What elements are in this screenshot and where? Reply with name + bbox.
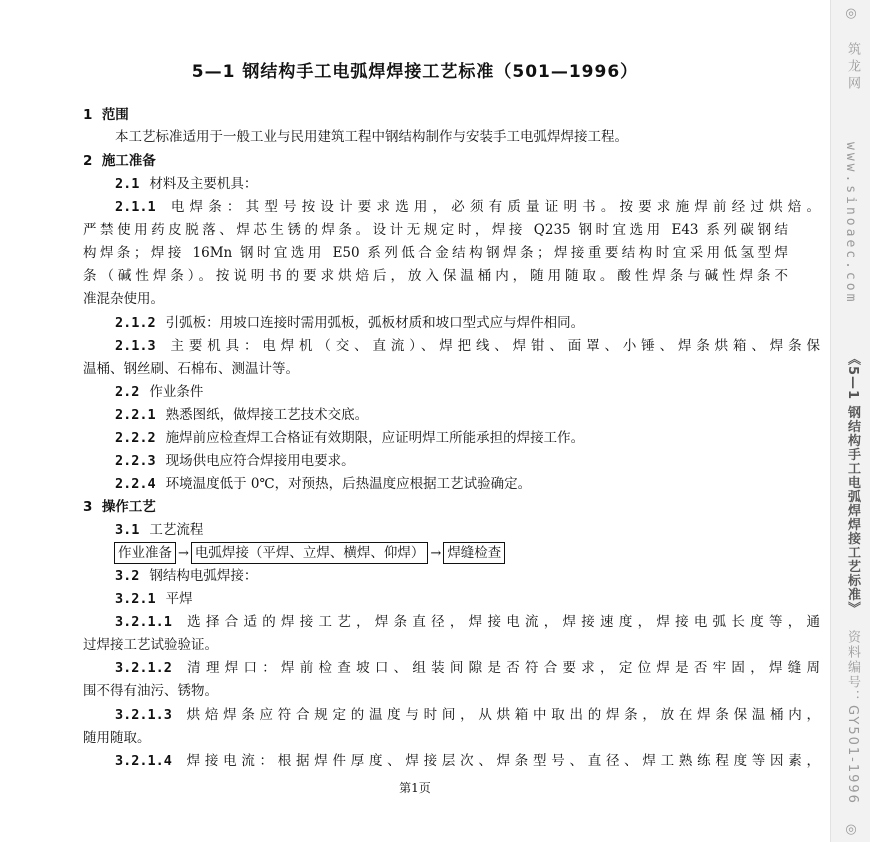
clause-text: 焊接电流：根据焊件厚度、焊接层次、焊条型号、直径、焊工熟练程度等因素， [181,753,820,769]
subsection-2-1 [115,175,820,193]
site-url: www.sinoaec.com [843,142,858,305]
subsection-2-2 [115,383,820,401]
section-title: 施工准备 [101,153,156,169]
clause-number: 2.1.2 [115,315,156,331]
clause-2-1-2 [115,314,820,332]
subsection-text: 工艺流程 [149,522,204,538]
section-title: 操作工艺 [101,499,156,515]
document-title-vertical: 《5—1 钢结构手工电弧焊焊接工艺标准》 [845,352,860,616]
clause-text: 选择合适的焊接工艺，焊条直径，焊接电流，焊接速度，焊接电弧长度等，通 [181,614,820,630]
section-3-heading [83,498,788,516]
clause-number: 2.2.3 [115,453,156,469]
clause-text: 施焊前应检查焊工合格证有效期限，应证明焊工所能承担的焊接工作。 [165,430,585,446]
watermark-sidebar [830,0,870,842]
clause-text: 环境温度低于 0℃，对预热，后热温度应根据工艺试验确定。 [165,476,532,492]
paragraph-line: 条（碱性焊条）。按说明书的要求烘焙后，放入保温桶内，随用随取。酸性焊条与碱性焊条不 [83,268,788,284]
clause-3-2-1-4-line [115,752,820,770]
page-title: 5—1 钢结构手工电弧焊焊接工艺标准（501—1996） [191,62,639,82]
flow-step-welding: 电弧焊接（平焊、立焊、横焊、仰焊） [191,542,429,564]
arrow-right-icon: → [430,545,442,561]
section-number: 1 [83,107,93,123]
section-2-heading [83,152,788,170]
clause-3-2-1-2-line [115,659,820,677]
clause-2-2-2 [115,429,820,447]
clause-number: 2.2.1 [115,407,156,423]
subsection-3-2 [115,567,820,585]
flow-step-inspection: 焊缝检查 [443,542,505,564]
clause-number: 3.2.1.2 [115,660,172,676]
clause-number: 3.2.1.1 [115,614,172,630]
clause-2-2-3 [115,452,820,470]
subsection-number: 2.2 [115,384,140,400]
arrow-right-icon: → [178,545,189,561]
clause-2-1-1-line [115,198,820,216]
paragraph-line: 随用随取。 [83,730,151,746]
page-number: 第1页 [399,781,431,795]
subsection-text: 作业条件 [149,384,204,400]
subsection-number: 2.1 [115,176,140,192]
clause-text: 电焊条：其型号按设计要求选用，必须有质量证明书。按要求施焊前经过烘焙。 [165,199,820,215]
clause-text: 清理焊口：焊前检查坡口、组装间隙是否符合要求，定位焊是否牢固，焊缝周 [181,660,820,676]
document-number: 资料编号：GY501-1996 [845,630,860,805]
clause-2-2-4 [115,475,820,493]
clause-number: 2.1.3 [115,338,156,354]
clause-number: 2.1.1 [115,199,156,215]
clause-number: 3.2.1.3 [115,707,172,723]
section-number: 2 [83,153,93,169]
subsection-3-1 [115,521,820,539]
clause-number: 3.2.1 [115,591,156,607]
subsection-text: 钢结构电弧焊接： [149,568,258,584]
site-logo-icon: ◎ [845,6,857,21]
clause-number: 2.2.2 [115,430,156,446]
clause-text: 现场供电应符合焊接用电要求。 [165,453,355,469]
subsection-number: 3.2 [115,568,140,584]
subsection-number: 3.1 [115,522,140,538]
clause-text: 烘焙焊条应符合规定的温度与时间，从烘箱中取出的焊条，放在焊条保温桶内， [181,707,820,723]
paragraph-line: 严禁使用药皮脱落、焊芯生锈的焊条。设计无规定时，焊接 Q235 钢时宜选用 E43 系列碳钢结 [83,222,788,238]
clause-3-2-1-3-line [115,706,820,724]
clause-text: 主要机具：电焊机（交、直流）、焊把线、焊钳、面罩、小锤、焊条烘箱、焊条保 [165,338,820,354]
section-1-heading [83,106,788,124]
clause-text: 平焊 [165,591,193,607]
paragraph-line: 过焊接工艺试验验证。 [83,637,218,653]
process-flow [114,542,505,564]
site-logo-icon: ◎ [845,822,857,837]
clause-2-2-1 [115,406,820,424]
site-name: 筑龙网 [845,42,860,93]
paragraph-line: 温桶、钢丝刷、石棉布、测温计等。 [83,361,299,377]
clause-3-2-1 [115,590,820,608]
paragraph-line: 构焊条；焊接 16Mn 钢时宜选用 E50 系列低合金结构钢焊条；焊接重要结构时宜采用低氢型焊 [83,245,788,261]
clause-number: 3.2.1.4 [115,753,172,769]
flow-step-prepare: 作业准备 [114,542,176,564]
paragraph: 本工艺标准适用于一般工业与民用建筑工程中钢结构制作与安装手工电弧焊焊接工程。 [115,129,628,145]
clause-number: 2.2.4 [115,476,156,492]
clause-text: 熟悉图纸，做焊接工艺技术交底。 [165,407,369,423]
subsection-text: 材料及主要机具： [149,176,258,192]
clause-text: 引弧板：用坡口连接时需用弧板，弧板材质和坡口型式应与焊件相同。 [165,315,585,331]
clause-2-1-3-line [115,337,820,355]
paragraph-line: 准混杂使用。 [83,291,164,307]
clause-3-2-1-1-line [115,613,820,631]
paragraph-line: 围不得有油污、锈物。 [83,683,218,699]
section-title: 范围 [101,107,129,123]
section-number: 3 [83,499,93,515]
